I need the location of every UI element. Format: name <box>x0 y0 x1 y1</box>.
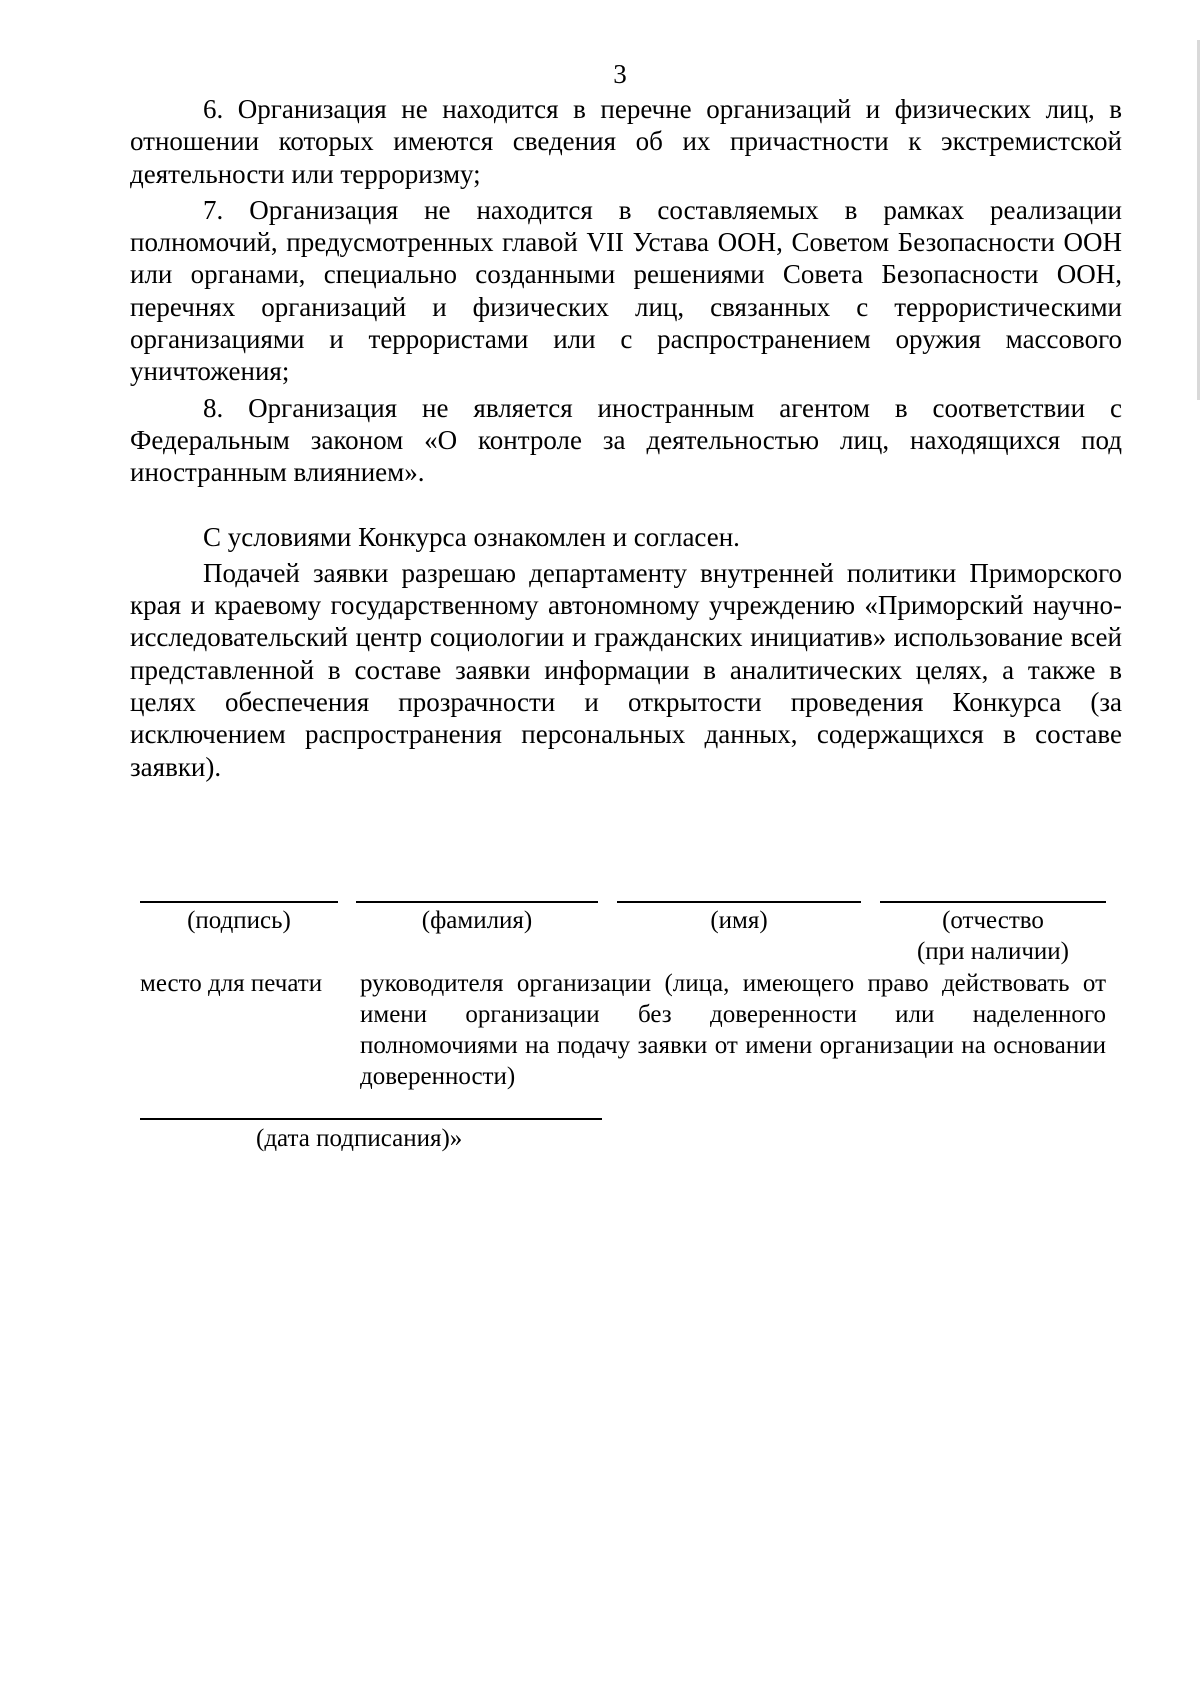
date-line <box>140 1118 602 1120</box>
signature-line <box>140 901 338 903</box>
date-caption: (дата подписания)» <box>256 1125 463 1152</box>
patronymic-caption <box>880 905 1106 967</box>
name-caption: (имя) <box>710 907 768 934</box>
seal-place-label: место для печати <box>140 970 323 997</box>
page-number: 3 <box>613 59 627 89</box>
clause-6: 6. Организация не находится в перечне организаций и физических лиц, в отношении которых имеются сведения об их причастности к экстремистской деятельности или терроризму; <box>130 94 1122 189</box>
document-body <box>130 93 1122 787</box>
agreement-statement: С условиями Конкурса ознакомлен и согласен. <box>203 521 740 552</box>
clause-7: 7. Организация не находится в составляемых в рамках реализации полномочий, предусмотренных главой VII Устава ООН, Советом Безопасности ООН или органами, специально созданными решениями Совета Безопасности ООН, перечнях организаций и физических лиц, связанных с террористическими организациями и террористами или с распространением оружия массового уничтожения; <box>130 194 1122 387</box>
name-line <box>617 901 861 903</box>
signature-caption: (подпись) <box>187 907 291 934</box>
clause-8: 8. Организация не является иностранным агентом в соответствии с Федеральным законом «О контроле за деятельностью лиц, находящихся под иностранным влиянием». <box>130 392 1122 488</box>
patronymic-note: (при наличии) <box>916 938 1070 965</box>
consent-paragraph: Подачей заявки разрешаю департаменту внутренней политики Приморского края и краевому государственному автономному учреждению «Приморский научно-исследовательский центр социологии и гражданских инициатив» использование всей представленной в составе заявки информации в аналитических целях, а также в целях обеспечения прозрачности и открытости проведения Конкурса (за исключением распространения персональных данных, содержащихся в составе заявки). <box>130 557 1122 782</box>
surname-caption: (фамилия) <box>421 907 533 934</box>
surname-line <box>356 901 598 903</box>
patronymic-label: (отчество <box>942 907 1044 934</box>
signatory-role-description: руководителя организации (лица, имеющего право действовать от имени организации без доверенности или наделенного полномочиями на подачу заявки от имени организации на основании доверенности) <box>360 970 1106 1090</box>
patronymic-line <box>880 901 1106 903</box>
